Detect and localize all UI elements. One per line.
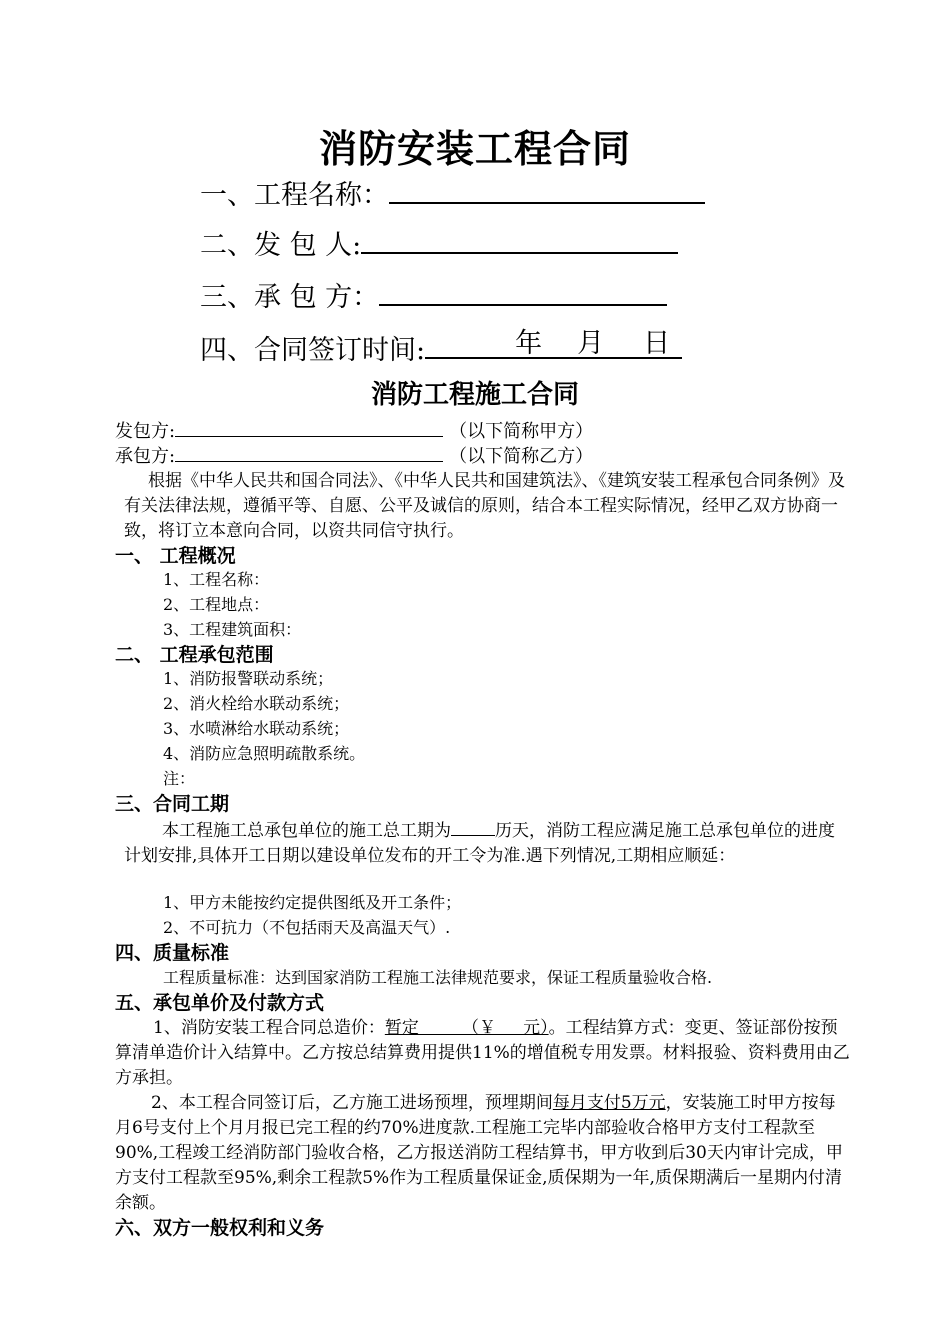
- project-name-label: 一、工程名称：: [200, 180, 389, 211]
- s5-paragraph-2: [115, 1091, 850, 1216]
- s2-item-1: 1、消防报警联动系统；: [163, 669, 334, 688]
- s2-item-2: 2、消火栓给水联动系统；: [163, 694, 350, 713]
- s2-item-4: 4、消防应急照明疏散系统。: [163, 744, 366, 763]
- party-b-note: （以下简称乙方）: [449, 446, 594, 467]
- project-name-blank[interactable]: [389, 176, 705, 204]
- preamble: 根据《中华人民共和国合同法》、《中华人民共和国建筑法》、《建筑安装工程承包合同条例》及有关法律法规，遵循平等、自愿、公平及诚信的原则，结合本工程实际情况，经甲乙双方协商一致，将订立本意向合同，以资共同信守执行。: [124, 471, 845, 541]
- s1-item-3: 3、工程建筑面积：: [163, 620, 302, 639]
- section-5-heading: 五、承包单价及付款方式: [115, 992, 325, 1014]
- s5-p1-a: 1、消防安装工程合同总造价：: [153, 1018, 385, 1038]
- s5-p2-a: 2、本工程合同签订后，乙方施工进场预埋，预埋期间: [151, 1093, 553, 1113]
- party-b-line: [115, 443, 593, 469]
- contract-price: 暂定 （￥ 元）: [384, 1018, 549, 1038]
- contractor-label: 三、承 包 方：: [200, 282, 380, 313]
- s5-paragraph-1: [115, 1016, 850, 1091]
- party-a-blank[interactable]: [175, 418, 443, 437]
- s3-item-1: 1、甲方未能按约定提供图纸及开工条件；: [163, 893, 462, 912]
- monthly-payment: 每月支付5万元: [552, 1093, 666, 1113]
- sign-date-blank[interactable]: [425, 327, 682, 359]
- party-a-line: [115, 418, 593, 444]
- s1-item-1: 1、工程名称：: [163, 570, 270, 589]
- cover-sign-time: [200, 327, 682, 368]
- cover-contractor: [200, 278, 667, 315]
- document-title: 消防安装工程合同: [318, 127, 631, 171]
- section-1-heading: 一、 工程概况: [115, 545, 236, 567]
- s1-item-2: 2、工程地点：: [163, 595, 270, 614]
- sign-year: 年: [515, 328, 543, 359]
- s2-item-3: 3、水喷淋给水联动系统；: [163, 719, 350, 738]
- sign-day: 日: [643, 328, 671, 359]
- section-6-heading: 六、双方一般权利和义务: [115, 1217, 325, 1239]
- party-a-label: 发包方:: [115, 421, 176, 442]
- duration-days-blank[interactable]: [451, 817, 495, 836]
- s3-text: [124, 817, 850, 869]
- contractor-blank[interactable]: [379, 278, 667, 306]
- section-3-heading: 三、合同工期: [115, 793, 230, 815]
- sign-month: 月: [577, 328, 605, 359]
- sign-time-label: 四、合同签订时间:: [200, 335, 426, 366]
- section-4-heading: 四、质量标准: [115, 942, 230, 964]
- s3-text-a: 本工程施工总承包单位的施工总工期为: [162, 821, 451, 841]
- employer-label: 二、发 包 人:: [200, 230, 362, 261]
- cover-employer: [200, 226, 678, 263]
- s5-p1-b: 。工程结算方式：变更、签证部份按预算清单造价计入结算中。乙方按总结算费用提供11%的增值税专用发票。材料报验、资料费用由乙方承担。: [115, 1018, 850, 1088]
- employer-blank[interactable]: [361, 226, 678, 254]
- cover-project-name: [200, 176, 705, 213]
- contract-subtitle: 消防工程施工合同: [370, 380, 579, 410]
- s3-text-b: 历天，消防工程应满足施工总承包单位的进度计划安排,具体开工日期以建设单位发布的开工令为准.遇下列情况,工期相应顺延：: [124, 821, 835, 866]
- s3-item-2: 2、不可抗力（不包括雨天及高温天气）.: [163, 918, 451, 937]
- party-b-label: 承包方:: [115, 446, 176, 467]
- party-b-blank[interactable]: [175, 443, 443, 462]
- section-2-heading: 二、 工程承包范围: [115, 644, 274, 666]
- s4-text: 工程质量标准：达到国家消防工程施工法律规范要求，保证工程质量验收合格.: [163, 968, 713, 987]
- party-a-note: （以下简称甲方）: [449, 421, 594, 442]
- s5-p2-b: ，安装施工时甲方按每月6号支付上个月月报已完工程的约70%进度款.工程施工完毕内部验收合格甲方支付工程款至90%,工程竣工经消防部门验收合格，乙方报送消防工程结算书，甲方收到后30天内审计完成，甲方支付工程款至95%,剩余工程款5%作为工程质量保证金,质保期为一年,质保期满后一星期内付清余额。: [115, 1093, 843, 1213]
- s2-note: 注：: [163, 769, 196, 788]
